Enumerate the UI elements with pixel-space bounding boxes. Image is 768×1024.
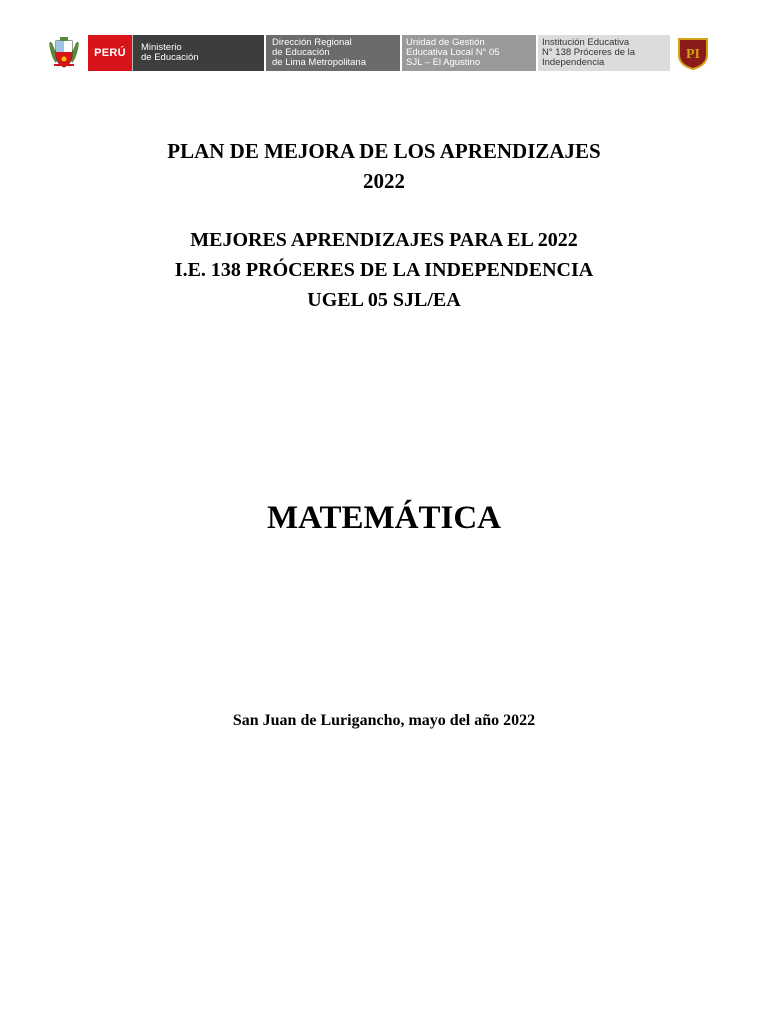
ministry-label — [132, 35, 264, 71]
document-title-line-1: PLAN DE MEJORA DE LOS APRENDIZAJES — [167, 139, 601, 163]
school-crest-icon — [674, 34, 712, 72]
document-title — [0, 136, 768, 196]
subject-heading: MATEMÁTICA — [266, 500, 502, 536]
institution-text: Institución Educativa N° 138 Próceres de la Independencia — [542, 37, 636, 68]
document-subtitle — [0, 225, 768, 315]
country-label: PERÚ — [88, 35, 132, 71]
document-subtitle-line-3: UGEL 05 SJL/EA — [307, 289, 461, 311]
peru-coat-of-arms-icon — [44, 34, 84, 72]
ugel-text: Unidad de Gestión Educativa Local N° 05 SJL – El Agustino — [406, 37, 500, 68]
regional-direction-label — [266, 35, 400, 71]
document-subtitle-line-2: I.E. 138 PRÓCERES DE LA INDEPENDENCIA — [174, 259, 594, 281]
document-title-line-2: 2022 — [363, 169, 405, 193]
place-and-date: San Juan de Lurigancho, mayo del año 2022 — [232, 712, 536, 729]
regional-direction-text: Dirección Regional de Educación de Lima Metropolitana — [272, 37, 366, 68]
ugel-label — [402, 35, 536, 71]
ministry-text: Ministerio de Educación — [141, 42, 199, 63]
institutional-header — [44, 34, 712, 72]
institution-label — [538, 35, 670, 71]
svg-text:PI: PI — [686, 47, 700, 62]
document-subtitle-line-1: MEJORES APRENDIZAJES PARA EL 2022 — [190, 229, 578, 251]
